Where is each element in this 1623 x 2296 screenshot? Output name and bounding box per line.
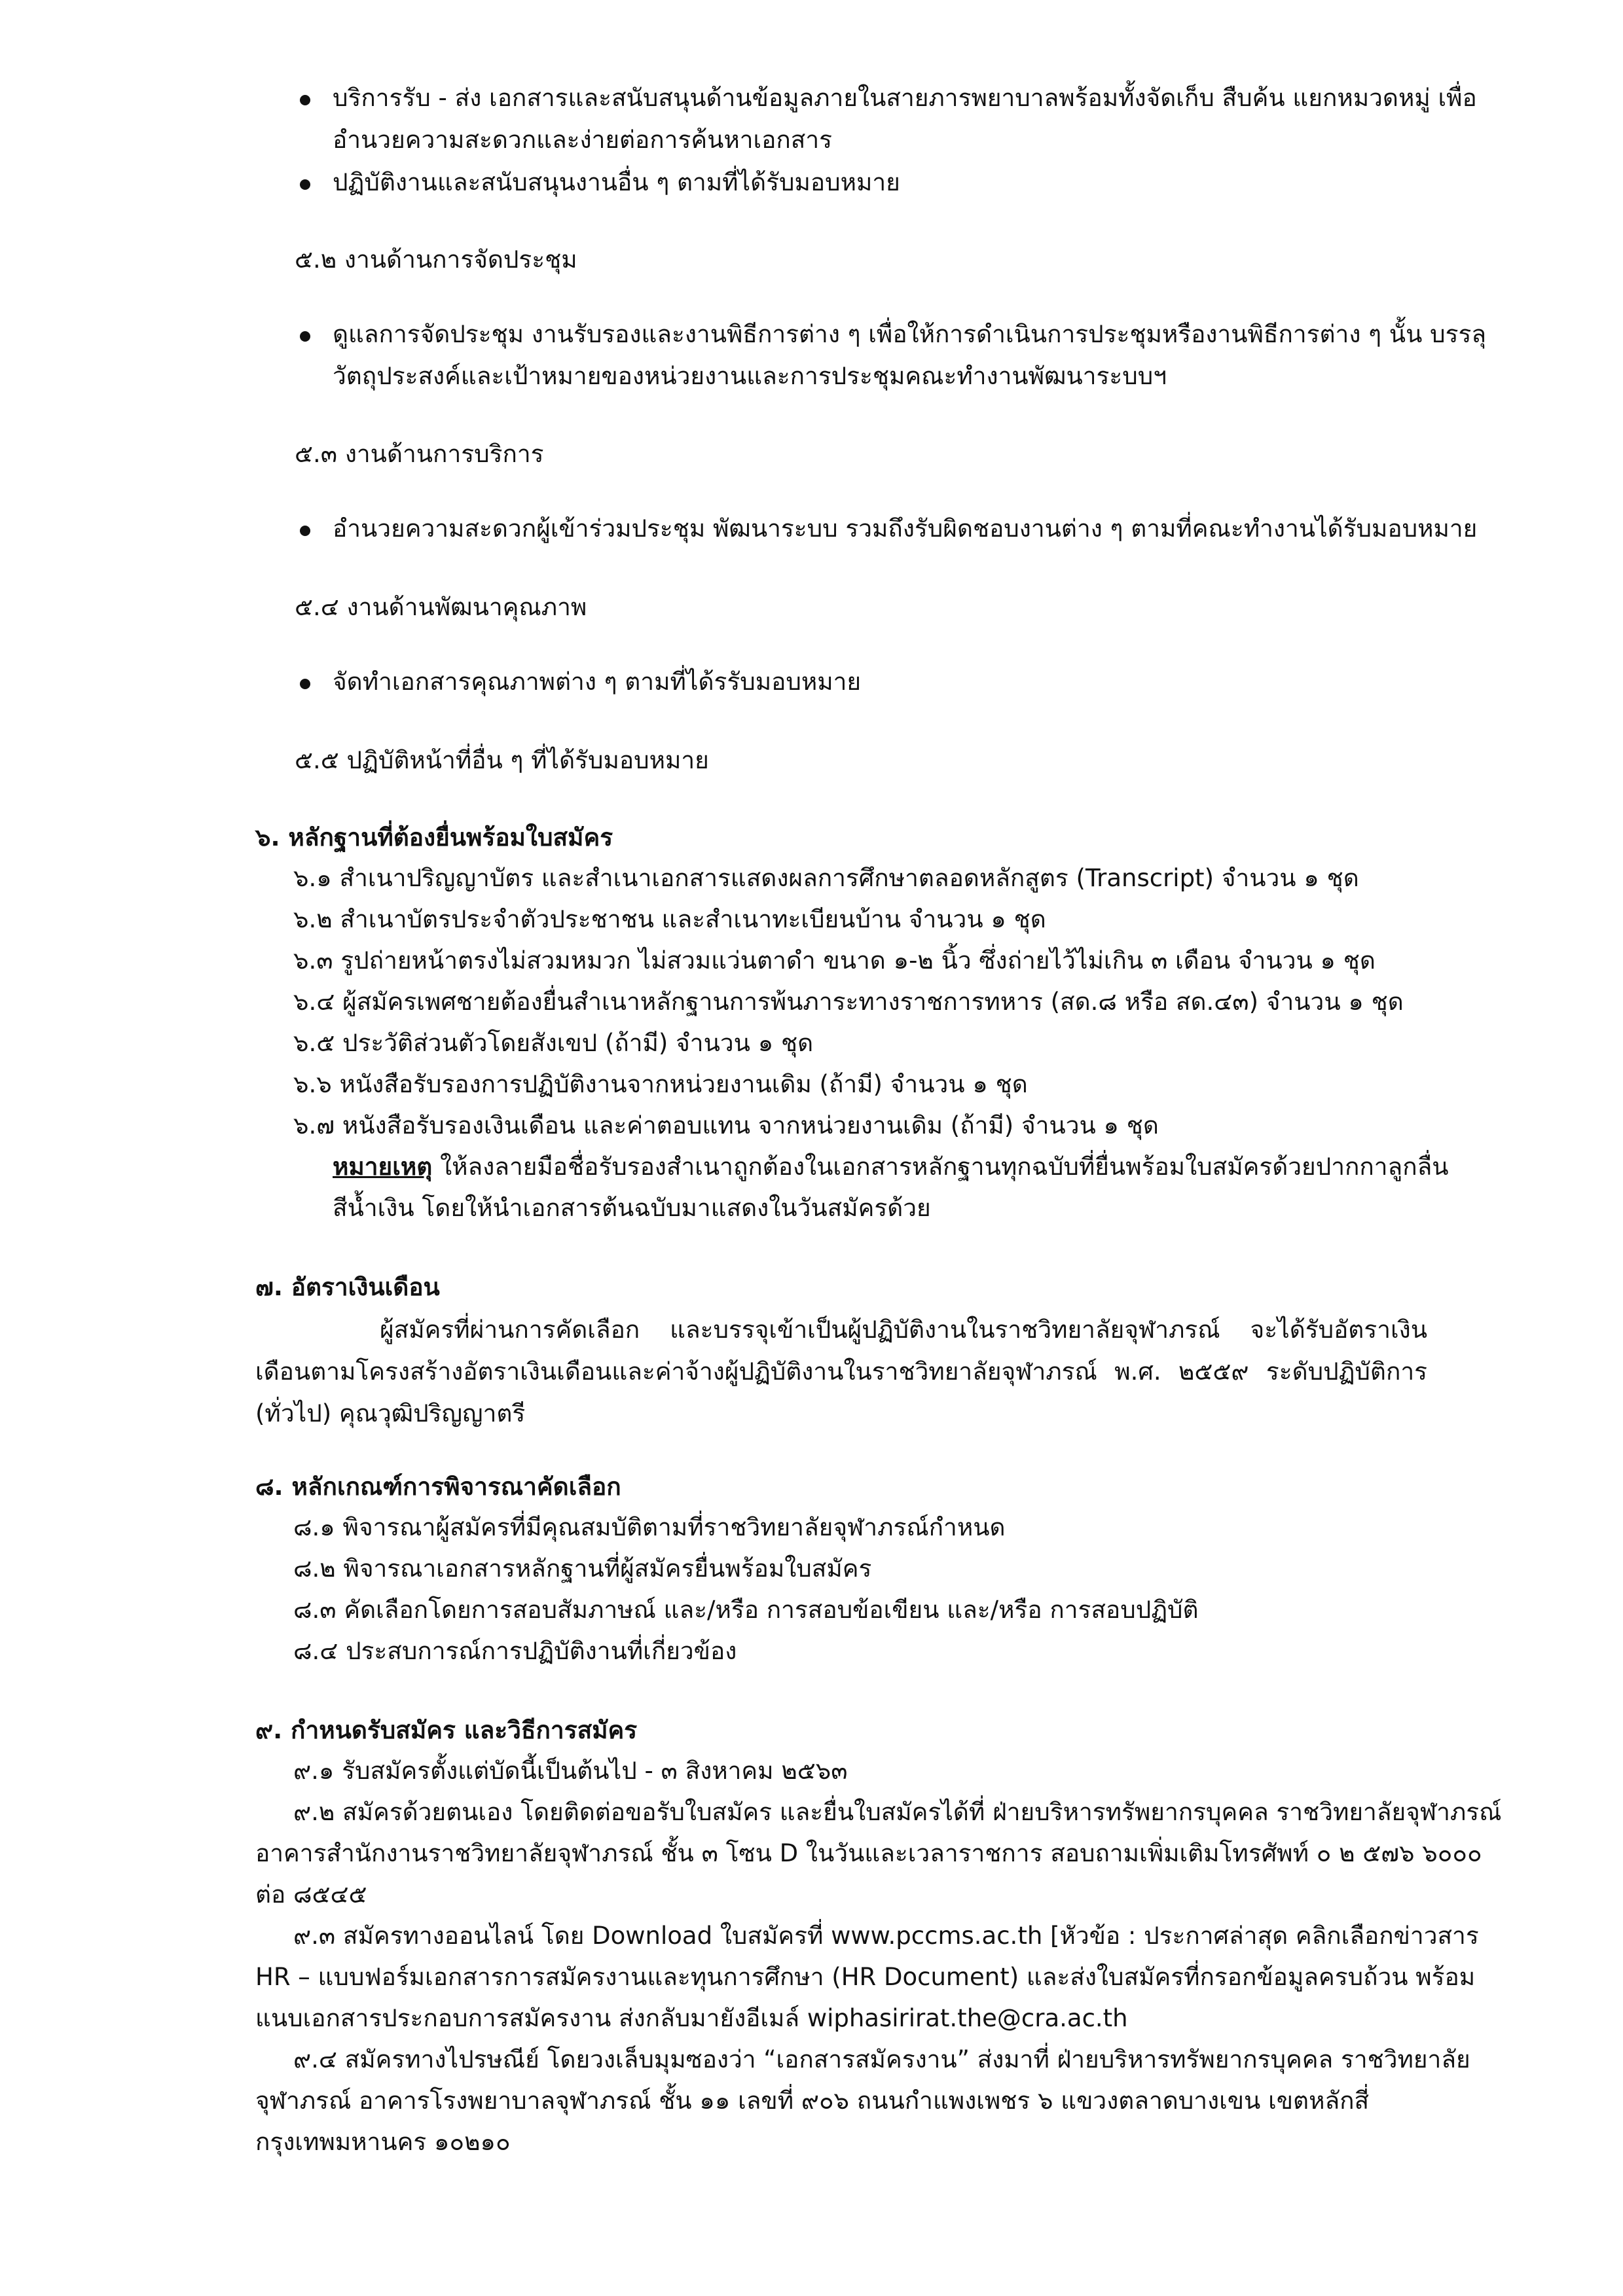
sec8-item: ๘.๒ พิจารณาเอกสารหลักฐานที่ผู้สมัครยื่นพร้อมใบสมัคร	[293, 1554, 872, 1583]
sec9-heading: ๙. กำหนดรับสมัคร และวิธีการสมัคร	[255, 1716, 638, 1744]
sec7-body: ผู้สมัครที่ผ่านการคัดเลือก และบรรจุเข้าเป็นผู้ปฏิบัติงานในราชวิทยาลัยจุฬาภรณ์ จะได้รับอัตราเงินเดือนตามโครงสร้างอัตราเงินเดือนและค่าจ้างผู้ปฏิบัติงานในราชวิทยาลัยจุฬาภรณ์ พ.ศ. ๒๕๕๙ ระดับปฏิบัติการ (ทั่วไป) คุณวุฒิปริญญาตรี	[255, 1316, 1427, 1427]
sec6-note-label: หมายเหตุ	[333, 1153, 433, 1181]
sec5-1-bullet-1-line-2: อำนวยความสะดวกและง่ายต่อการค้นหาเอกสาร	[333, 126, 833, 154]
bullet-dot	[300, 526, 310, 536]
sec5-1-bullet-1-line-1: บริการรับ - ส่ง เอกสารและสนับสนุนด้านข้อมูลภายในสายภารพยาบาลพร้อมทั้งจัดเก็บ สืบค้น แยกหมวดหมู่ เพื่อ	[333, 84, 1477, 112]
sec8-item: ๘.๑ พิจารณาผู้สมัครที่มีคุณสมบัติตามที่ราชวิทยาลัยจุฬาภรณ์กำหนด	[293, 1513, 1006, 1541]
sec5-4-bullet-line-1: จัดทำเอกสารคุณภาพต่าง ๆ ตามที่ได้รรับมอบหมาย	[333, 668, 862, 696]
sec9-line: HR – แบบฟอร์มเอกสารการสมัครงานและทุนการศึกษา (HR Document) และส่งใบสมัครที่กรอกข้อมูลครบถ้วน พร้อม	[255, 1963, 1476, 1991]
sec9-line: แนบเอกสารประกอบการสมัครงาน ส่งกลับมายังอีเมล์ wiphasirirat.the@cra.ac.th	[255, 2004, 1128, 2032]
sec8-item: ๘.๓ คัดเลือกโดยการสอบสัมภาษณ์ และ/หรือ การสอบข้อเขียน และ/หรือ การสอบปฏิบัติ	[293, 1596, 1199, 1624]
bullet-dot	[300, 95, 310, 105]
bullet-dot	[300, 331, 310, 342]
sec6-item: ๖.๓ รูปถ่ายหน้าตรงไม่สวมหมวก ไม่สวมแว่นตาดำ ขนาด ๑-๒ นิ้ว ซึ่งถ่ายไว้ไม่เกิน ๓ เดือน จำนวน ๑ ชุด	[293, 946, 1376, 975]
sec5-4-title: ๕.๔ งานด้านพัฒนาคุณภาพ	[295, 593, 587, 621]
sec9-line: จุฬาภรณ์ อาคารโรงพยาบาลจุฬาภรณ์ ชั้น ๑๑ เลขที่ ๙๐๖ ถนนกำแพงเพชร ๖ แขวงตลาดบางเขน เขตหลักสี่	[255, 2087, 1370, 2115]
sec9-line: ต่อ ๘๕๔๕	[255, 1880, 367, 1909]
sec9-line: กรุงเทพมหานคร ๑๐๒๑๐	[255, 2128, 511, 2156]
sec5-2-title: ๕.๒ งานด้านการจัดประชุม	[295, 245, 577, 274]
sec6-item: ๖.๔ ผู้สมัครเพศชายต้องยื่นสำเนาหลักฐานการพ้นภาระทางราชการทหาร (สด.๘ หรือ สด.๔๓) จำนวน ๑ ชุด	[293, 988, 1404, 1016]
sec9-line: ๙.๑ รับสมัครตั้งแต่บัดนี้เป็นต้นไป - ๓ สิงหาคม ๒๕๖๓	[293, 1757, 848, 1785]
bullet-dot	[300, 679, 310, 689]
sec6-item: ๖.๖ หนังสือรับรองการปฏิบัติงานจากหน่วยงานเดิม (ถ้ามี) จำนวน ๑ ชุด	[293, 1070, 1028, 1098]
sec6-item: ๖.๗ หนังสือรับรองเงินเดือน และค่าตอบแทน จากหน่วยงานเดิม (ถ้ามี) จำนวน ๑ ชุด	[293, 1111, 1159, 1139]
sec9-line: ๙.๒ สมัครด้วยตนเอง โดยติดต่อขอรับใบสมัคร และยื่นใบสมัครได้ที่ ฝ่ายบริหารทรัพยากรบุคคล ราชวิทยาลัยจุฬาภรณ์	[293, 1798, 1502, 1826]
sec5-3-bullet-line-1: อำนวยความสะดวกผู้เข้าร่วมประชุม พัฒนาระบบ รวมถึงรับผิดชอบงานต่าง ๆ ตามที่คณะทำงานได้รับมอบหมาย	[333, 514, 1478, 543]
sec9-line: ๙.๓ สมัครทางออนไลน์ โดย Download ใบสมัครที่ www.pccms.ac.th [หัวข้อ : ประกาศล่าสุด คลิกเลือกข่าวสาร	[293, 1922, 1479, 1950]
sec6-note-line-1	[333, 1153, 1449, 1181]
sec9-line: ๙.๔ สมัครทางไปรษณีย์ โดยวงเล็บมุมซองว่า “เอกสารสมัครงาน” ส่งมาที่ ฝ่ายบริหารทรัพยากรบุคคล ราชวิทยาลัย	[293, 2045, 1470, 2073]
sec9-line: อาคารสำนักงานราชวิทยาลัยจุฬาภรณ์ ชั้น ๓ โซน D ในวันและเวลาราชการ สอบถามเพิ่มเติมโทรศัพท์ ๐ ๒ ๕๗๖ ๖๐๐๐	[255, 1839, 1482, 1867]
sec5-1-bullet-2-line-1: ปฏิบัติงานและสนับสนุนงานอื่น ๆ ตามที่ได้รับมอบหมาย	[333, 168, 900, 196]
sec5-5-title: ๕.๕ ปฏิบัติหน้าที่อื่น ๆ ที่ได้รับมอบหมาย	[295, 746, 709, 774]
sec6-heading: ๖. หลักฐานที่ต้องยื่นพร้อมใบสมัคร	[255, 823, 613, 852]
sec5-2-bullet-line-2: วัตถุประสงค์และเป้าหมายของหน่วยงานและการประชุมคณะทำงานพัฒนาระบบฯ	[333, 362, 1167, 390]
sec5-3-title: ๕.๓ งานด้านการบริการ	[295, 440, 544, 468]
sec6-item: ๖.๑ สำเนาปริญญาบัตร และสำเนาเอกสารแสดงผลการศึกษาตลอดหลักสูตร (Transcript) จำนวน ๑ ชุด	[293, 864, 1359, 892]
bullet-dot	[300, 179, 310, 190]
sec8-item: ๘.๔ ประสบการณ์การปฏิบัติงานที่เกี่ยวข้อง	[293, 1637, 737, 1665]
sec5-2-bullet-line-1: ดูแลการจัดประชุม งานรับรองและงานพิธีการต่าง ๆ เพื่อให้การดำเนินการประชุมหรืองานพิธีการต่าง ๆ นั้น บรรลุ	[333, 320, 1487, 348]
sec8-heading: ๘. หลักเกณฑ์การพิจารณาคัดเลือก	[255, 1473, 621, 1501]
sec6-item: ๖.๒ สำเนาบัตรประจำตัวประชาชน และสำเนาทะเบียนบ้าน จำนวน ๑ ชุด	[293, 905, 1046, 933]
sec7-heading: ๗. อัตราเงินเดือน	[255, 1273, 440, 1301]
sec6-item: ๖.๕ ประวัติส่วนตัวโดยสังเขป (ถ้ามี) จำนวน ๑ ชุด	[293, 1029, 814, 1057]
sec6-note-text: ให้ลงลายมือชื่อรับรองสำเนาถูกต้องในเอกสารหลักฐานทุกฉบับที่ยื่นพร้อมใบสมัครด้วยปากกาลูกลื่น	[432, 1153, 1449, 1181]
sec6-note-line-2: สีน้ำเงิน โดยให้นำเอกสารต้นฉบับมาแสดงในวันสมัครด้วย	[333, 1194, 931, 1222]
